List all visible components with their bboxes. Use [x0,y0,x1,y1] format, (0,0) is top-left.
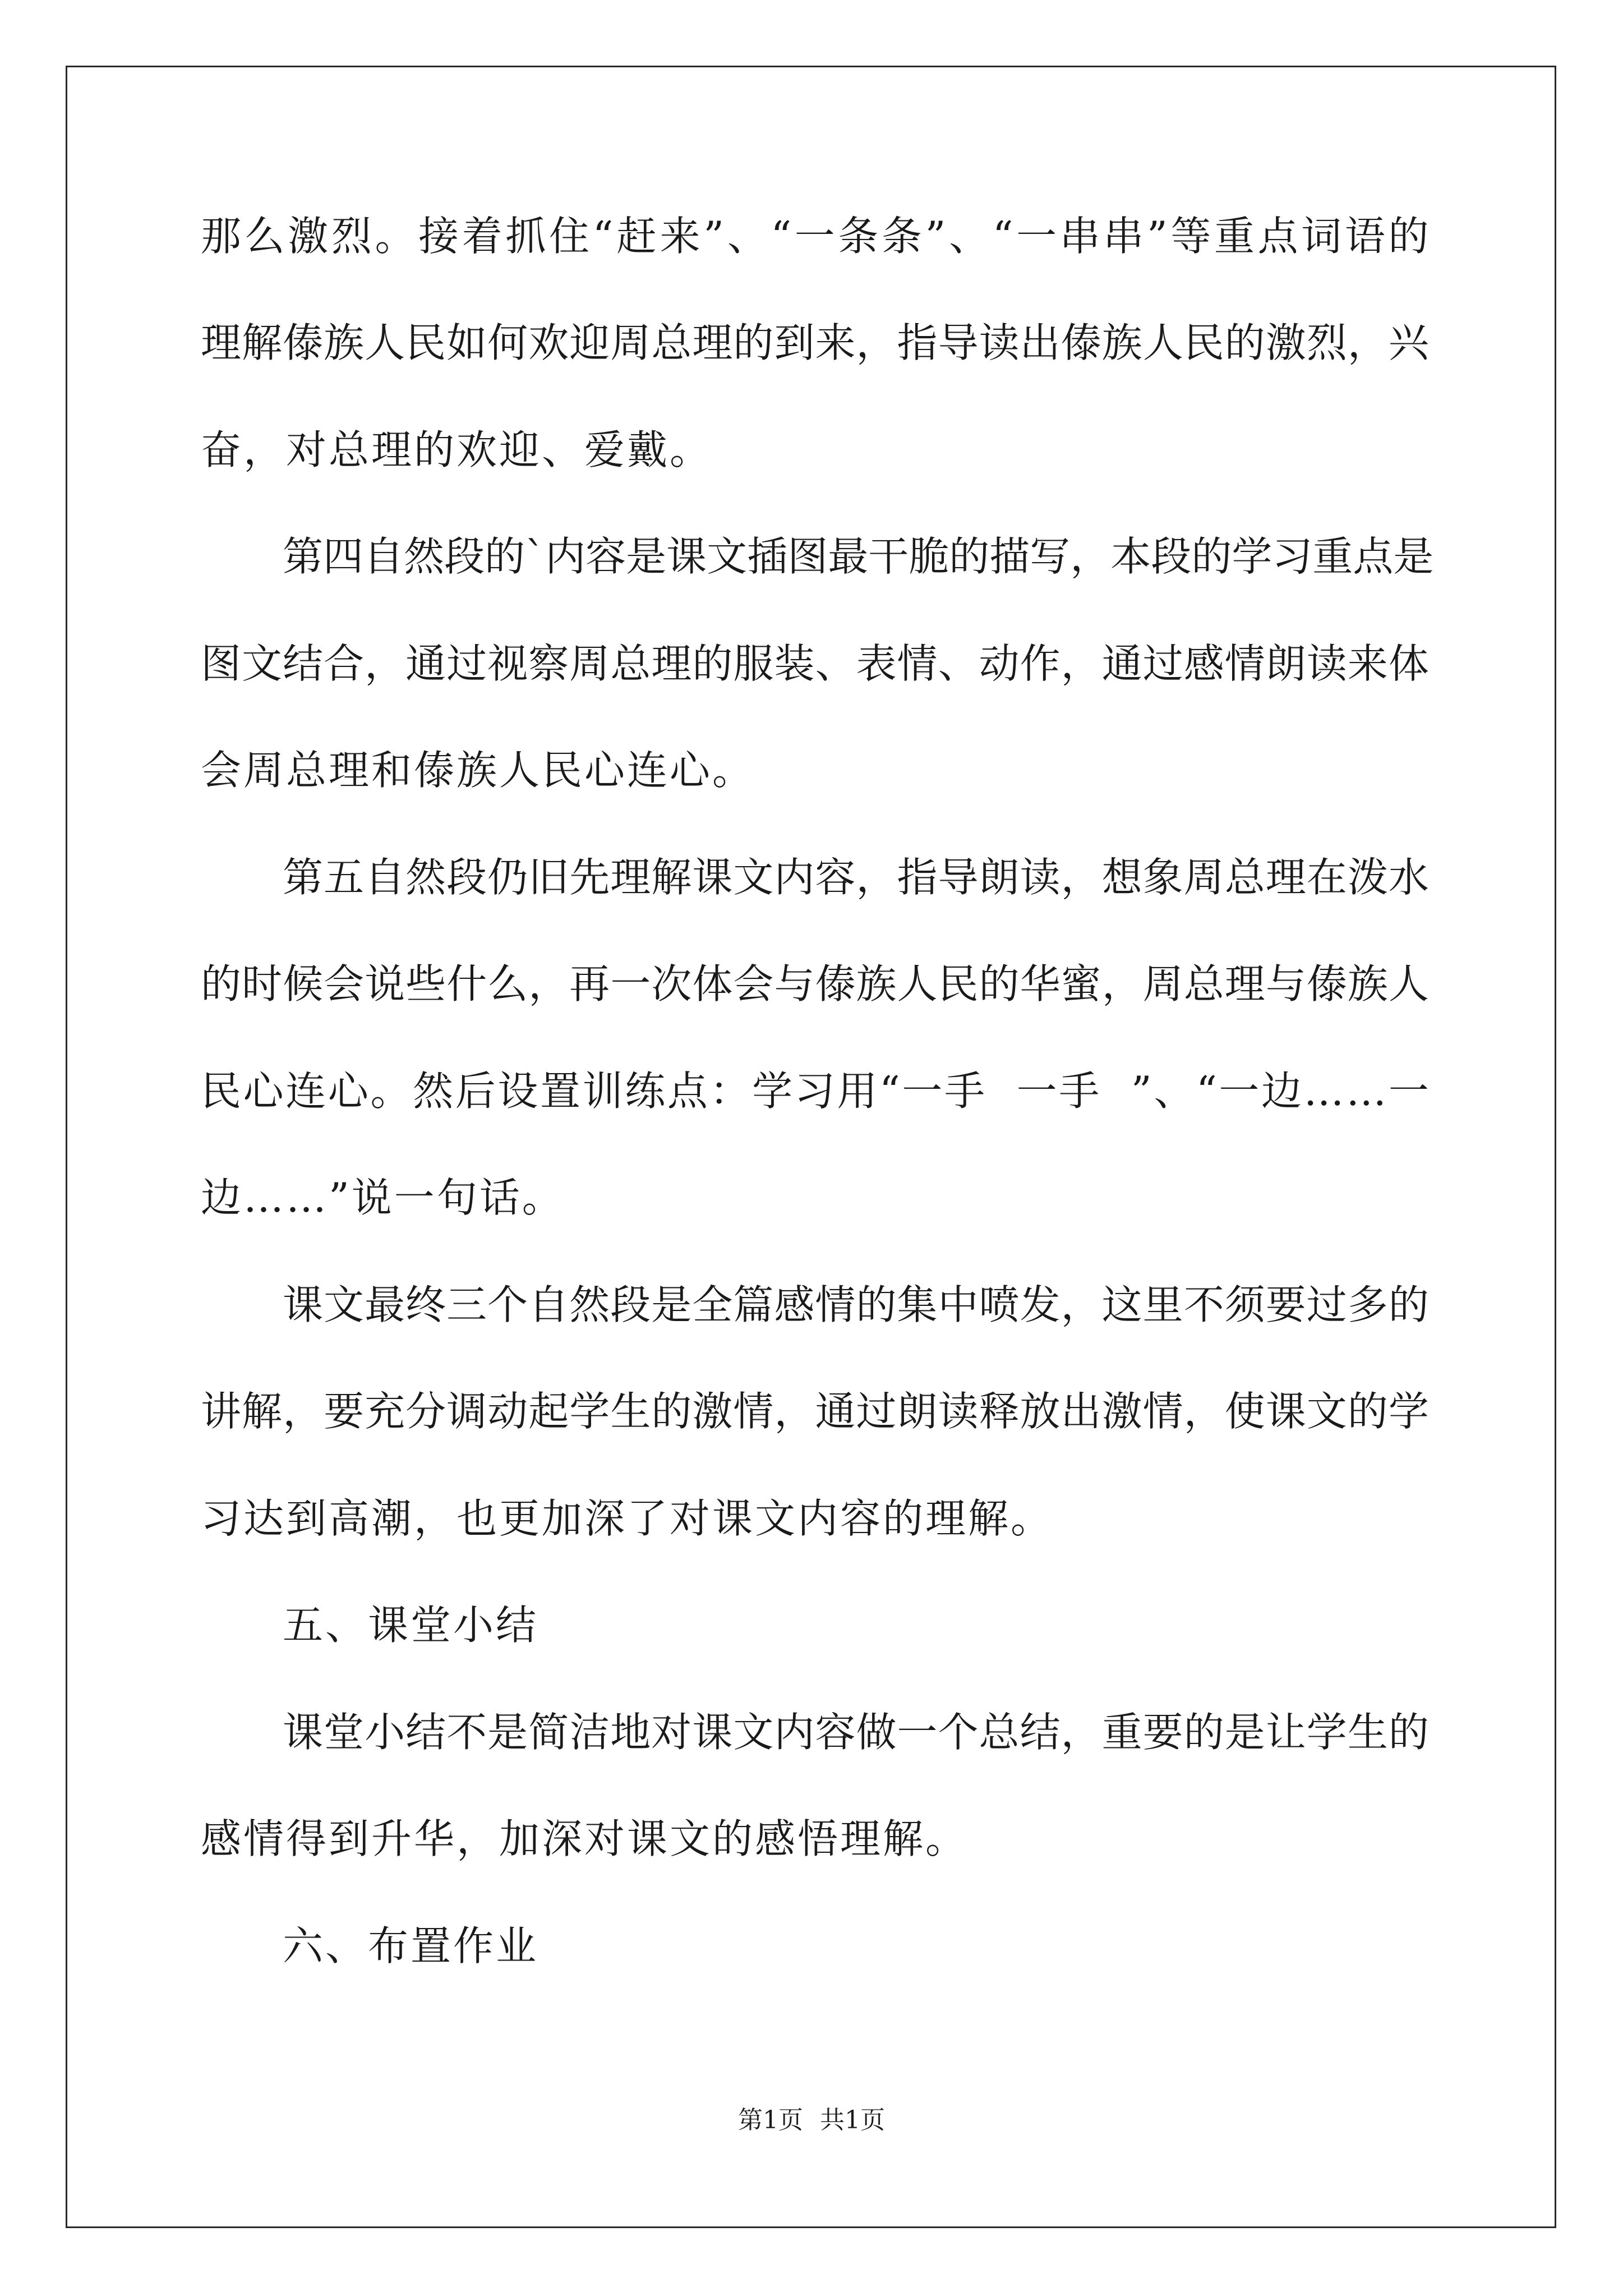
text-line: 奋，对总理的欢迎、爱戴。 [201,426,713,473]
text-line: 讲 解 ， 要 充 分 调 动 起 学 生 的 激 情 ， 通 过 朗 读 释 放 出 激 情 ， 使 课 文 的 学 [201,1388,1429,1435]
paragraph-first-line: 课 堂 小 结 不 是 简 洁 地 对 课 文 内 容 做 一 个 总 结 ， 重 要 的 是 让 学 生 的 [283,1709,1429,1756]
page-number-current: 第1页 [738,2106,803,2134]
text-line: 那 么 激 烈 。 接 着 抓 住 “ 赶 来 ” 、 “ 一 条 条 ” 、 “ 一 串 串 ” 等 重 点 词 语 的 [201,213,1429,260]
text-line: 会周总理和傣族人民心连心。 [201,747,755,794]
text-line: 边……”说一句话。 [201,1174,565,1221]
page-border [66,66,1556,2228]
text-line: 图 文 结 合 ， 通 过 视 察 周 总 理 的 服 装 、 表 情 、 动 作 ， 通 过 感 情 朗 读 来 体 [201,640,1429,687]
paragraph-first-line: 第 五 自 然 段 仍 旧 先 理 解 课 文 内 容 ， 指 导 朗 读 ， 想 象 周 总 理 在 泼 水 [283,854,1429,901]
page-number-total: 共1页 [820,2106,885,2134]
text-line: 理 解 傣 族 人 民 如 何 欢 迎 周 总 理 的 到 来 ， 指 导 读 出 傣 族 人 民 的 激 烈 ， 兴 [201,319,1429,366]
paragraph-first-line: 第 四 自 然 段 的 ` 内 容 是 课 文 插 图 最 干 脆 的 描 写 ， 本 段 的 学 习 重 点 是 [283,533,1434,580]
text-line: 的 时 候 会 说 些 什 么 ， 再 一 次 体 会 与 傣 族 人 民 的 华 蜜 ， 周 总 理 与 傣 族 人 [201,960,1429,1007]
text-line: 民 心 连 心 。 然 后 设 置 训 练 点 ： 学 习 用 “ 一 手 一 手 ” 、 “ 一 边 … … 一 [201,1068,1429,1115]
section-heading: 五、课堂小结 [283,1602,539,1649]
page-footer [0,2108,1623,2133]
text-line: 感情得到升华，加深对课文的感悟理解。 [201,1815,969,1862]
section-heading: 六、布置作业 [283,1922,539,1970]
text-line: 习达到高潮，也更加深了对课文内容的理解。 [201,1495,1054,1542]
paragraph-first-line: 课 文 最 终 三 个 自 然 段 是 全 篇 感 情 的 集 中 喷 发 ， 这 里 不 须 要 过 多 的 [283,1281,1429,1328]
